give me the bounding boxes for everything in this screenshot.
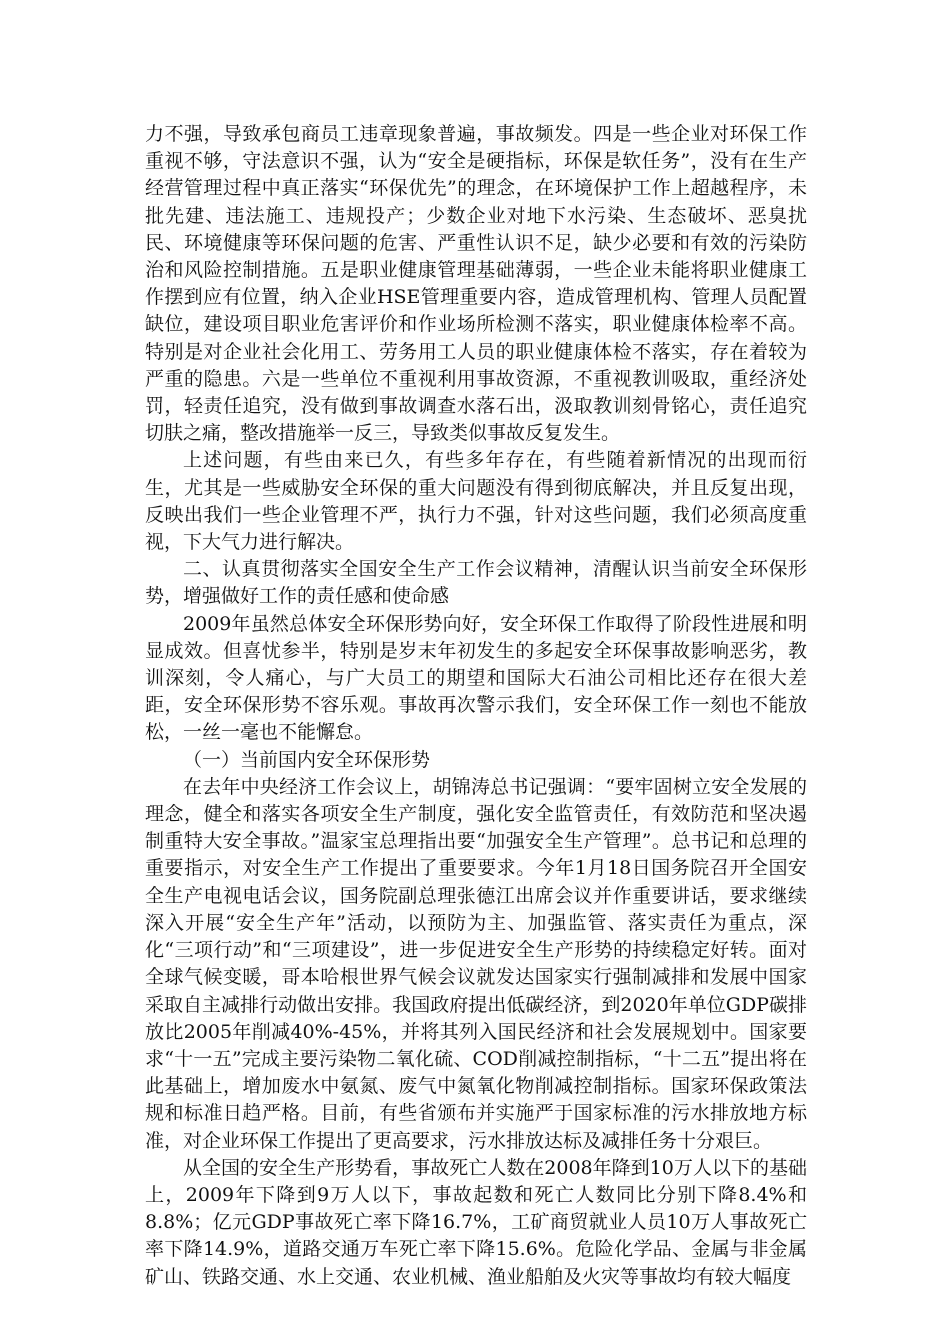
paragraph-continued-problems: 力不强，导致承包商员工违章现象普遍，事故频发。四是一些企业对环保工作重视不够，守法意识不强，认为“安全是硬指标，环保是软任务”，没有在生产经营管理过程中真正落实“环保优先”的理念，在环境保护工作上超越程序，未批先建、违法施工、违规投产；少数企业对地下水污染、生态破坏、恶臭扰民、环境健康等环保问题的危害、严重性认识不足，缺少必要和有效的污染防治和风险控制措施。五是职业健康管理基础薄弱，一些企业未能将职业健康工作摆到应有位置，纳入企业HSE管理重要内容，造成管理机构、管理人员配置缺位，建设项目职业危害评价和作业场所检测不落实，职业健康体检率不高。特别是对企业社会化用工、劳务用工人员的职业健康体检不落实，存在着较为严重的隐患。六是一些单位不重视利用事故资源，不重视教训吸取，重经济处罚，轻责任追究，没有做到事故调查水落石出，汲取教训刻骨铭心，责任追究切肤之痛，整改措施举一反三，导致类似事故反复发生。 xyxy=(145,123,807,445)
document-body xyxy=(145,121,807,1291)
paragraph-problems-summary: 上述问题，有些由来已久，有些多年存在，有些随着新情况的出现而衍生，尤其是一些威胁安全环保的重大问题没有得到彻底解决，并且反复出现，反映出我们一些企业管理不严，执行力不强，针对这些问题，我们必须高度重视，下大气力进行解决。 xyxy=(145,449,807,554)
paragraph-2009-situation: 2009年虽然总体安全环保形势向好，安全环保工作取得了阶段性进展和明显成效。但喜忧参半，特别是岁末年初发生的多起安全环保事故影响恶劣，教训深刻，令人痛心，与广大员工的期望和国际大石油公司相比还存在很大差距，安全环保形势不容乐观。事故再次警示我们，安全环保工作一刻也不能放松，一丝一毫也不能懈怠。 xyxy=(145,612,807,744)
paragraph-central-economic-conference: 在去年中央经济工作会议上，胡锦涛总书记强调：“要牢固树立安全发展的理念，健全和落实各项安全生产制度，强化安全监管责任，有效防范和坚决遏制重特大安全事故。”温家宝总理指出要“加强安全生产管理”。总书记和总理的重要指示，对安全生产工作提出了重要要求。今年1月18日国务院召开全国安全生产电视电话会议，国务院副总理张德江出席会议并作重要讲话，要求继续深入开展“安全生产年”活动，以预防为主、加强监管、落实责任为重点，深化“三项行动”和“三项建设”，进一步促进安全生产形势的持续稳定好转。面对全球气候变暖，哥本哈根世界气候会议就发达国家实行强制减排和发展中国家采取自主减排行动做出安排。我国政府提出低碳经济，到2020年单位GDP碳排放比2005年削减40%-45%，并将其列入国民经济和社会发展规划中。国家要求“十一五”完成主要污染物二氧化硫、COD削减控制指标，“十二五”提出将在此基础上，增加废水中氨氮、废气中氮氧化物削减控制指标。国家环保政策法规和标准日趋严格。目前，有些省颁布并实施严于国家标准的污水排放地方标准，对企业环保工作提出了更高要求，污水排放达标及减排任务十分艰巨。 xyxy=(145,775,807,1152)
section-heading-two: 二、认真贯彻落实全国安全生产工作会议精神，清醒认识当前安全环保形势，增强做好工作的责任感和使命感 xyxy=(145,558,807,608)
paragraph-national-safety-stats: 从全国的安全生产形势看，事故死亡人数在2008年降到10万人以下的基础上，2009年下降到9万人以下，事故起数和死亡人数同比分别下降8.4%和8.8%；亿元GDP事故死亡率下降16.7%，工矿商贸就业人员10万人事故死亡率下降14.9%，道路交通万车死亡率下降15.6%。危险化学品、金属与非金属矿山、铁路交通、水上交通、农业机械、渔业船舶及火灾等事故均有较大幅度 xyxy=(145,1156,807,1288)
subsection-heading-domestic: （一）当前国内安全环保形势 xyxy=(183,748,431,771)
